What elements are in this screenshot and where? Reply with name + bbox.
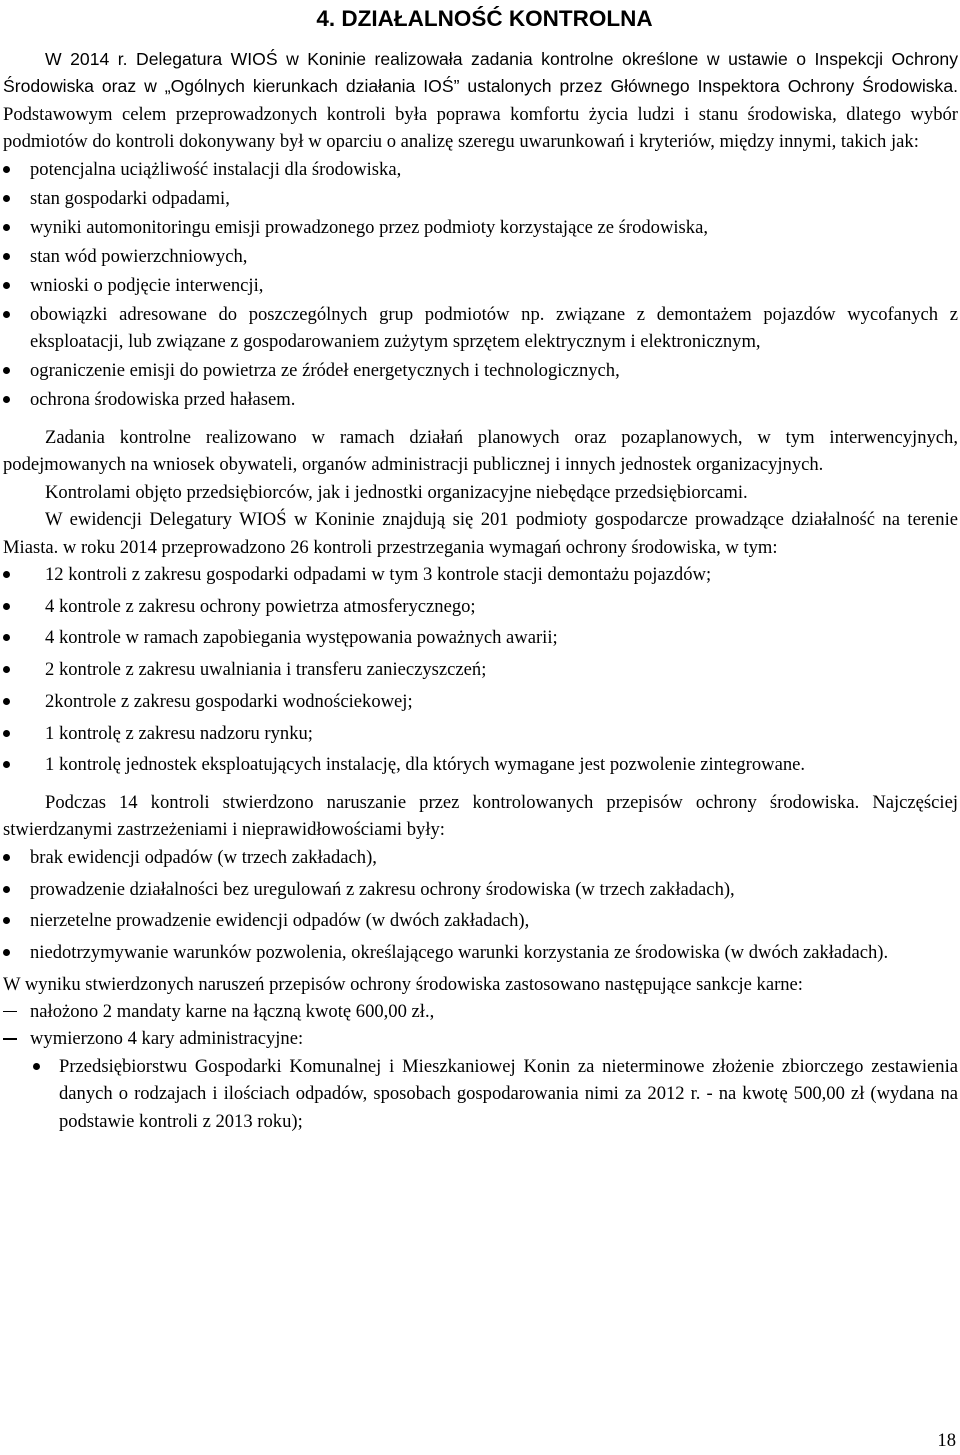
intro-rest: Podstawowym celem przeprowadzonych kontroli była poprawa komfortu życia ludzi i stanu środowiska, dlatego wybór podmiotów do kontroli dokonywany był w oparciu o analizę szeregu uwarunkowań i kryteriów, między innymi, takich jak: (3, 103, 958, 153)
registry-paragraph: W ewidencji Delegatury WIOŚ w Koninie znajdują się 201 podmioty gospodarcze prowadzące działalność na terenie Miasta. w roku 2014 przeprowadzono 26 kontroli przestrzegania wymagań ochrony środowiska, w tym: (3, 509, 958, 558)
bullet-icon (3, 166, 10, 173)
intro-lead: W 2014 r. Delegatura WIOŚ w Koninie realizowała zadania kontrolne określone w ustawie o Inspekcji Ochrony Środowiska oraz w „Ogólnych kierunkach działania IOŚ” ustalonych przez Głównego Inspektora Ochrony Środowiska. (3, 49, 958, 97)
bullet-icon (3, 634, 10, 641)
bullet-icon (3, 666, 10, 673)
bullet-icon (3, 917, 10, 924)
list-item: 1 kontrolę z zakresu nadzoru rynku; (3, 720, 958, 747)
list-item: 2 kontrole z zakresu uwalniania i transferu zanieczyszczeń; (3, 656, 958, 683)
list-item: potencjalna uciążliwość instalacji dla środowiska, (3, 156, 958, 183)
bullet-icon (3, 949, 10, 956)
list-item: 4 kontrole w ramach zapobiegania występowania poważnych awarii; (3, 624, 958, 651)
list-item: stan wód powierzchniowych, (3, 243, 958, 270)
bullet-icon (3, 886, 10, 893)
list-item: 2kontrole z zakresu gospodarki wodnościekowej; (3, 688, 958, 715)
dash-icon (3, 1011, 17, 1012)
list-item: nałożono 2 mandaty karne na łączną kwotę 600,00 zł., (3, 998, 958, 1025)
list-item: Przedsiębiorstwu Gospodarki Komunalnej i Mieszkaniowej Konin za nieterminowe złożenie zbiorczego zestawienia danych o rodzajach i ilościach odpadów, sposobach gospodarowania nimi za 2012 r. - na kwotę 500,00 zł (wydana na podstawie kontroli z 2013 roku); (3, 1053, 958, 1135)
list-item: 4 kontrole z zakresu ochrony powietrza atmosferycznego; (3, 593, 958, 620)
bullet-icon (3, 761, 10, 768)
bullet-icon (3, 311, 10, 318)
scope-paragraph: Kontrolami objęto przedsiębiorców, jak i jednostki organizacyjne niebędące przedsiębiorcami. (45, 481, 748, 503)
bullet-icon (3, 224, 10, 231)
list-item: prowadzenie działalności bez uregulowań z zakresu ochrony środowiska (w trzech zakładach), (3, 876, 958, 903)
controls-list (3, 561, 958, 779)
tasks-paragraph: Zadania kontrolne realizowano w ramach działań planowych oraz pozaplanowych, w tym interwencyjnych, podejmowanych na wniosek obywateli, organów administracji publicznej i innych jednostek organizacyjnych. (3, 427, 958, 476)
bullet-icon (3, 603, 10, 610)
bullet-icon (33, 1063, 40, 1070)
bullet-icon (3, 367, 10, 374)
section-heading: 4. DZIAŁALNOŚĆ KONTROLNA (316, 6, 653, 31)
bullet-icon (3, 571, 10, 578)
list-item: ochrona środowiska przed hałasem. (3, 386, 958, 413)
bullet-icon (3, 253, 10, 260)
list-item: brak ewidencji odpadów (w trzech zakładach), (3, 844, 958, 871)
list-item: ograniczenie emisji do powietrza ze źródeł energetycznych i technologicznych, (3, 357, 958, 384)
list-item: obowiązki adresowane do poszczególnych grup podmiotów np. związane z demontażem pojazdów wycofanych z eksploatacji, lub związane z gospodarowaniem zużytym sprzętem elektrycznym i elektronicznym, (3, 301, 958, 356)
bullet-icon (3, 282, 10, 289)
document-page (3, 0, 958, 1135)
sanctions-intro: W wyniku stwierdzonych naruszeń przepisów ochrony środowiska zastosowano następujące sankcje karne: (3, 973, 803, 995)
penalties-list (3, 1053, 958, 1135)
dash-icon (3, 1038, 17, 1039)
bullet-icon (3, 854, 10, 861)
page-number: 18 (937, 1430, 956, 1451)
list-item: wymierzono 4 kary administracyjne: (3, 1025, 958, 1052)
list-item: wyniki automonitoringu emisji prowadzonego przez podmioty korzystające ze środowiska, (3, 214, 958, 241)
list-item: 1 kontrolę jednostek eksploatujących instalację, dla których wymagane jest pozwolenie zintegrowane. (3, 751, 958, 778)
spacer (3, 415, 958, 424)
bullet-icon (3, 195, 10, 202)
list-item: nierzetelne prowadzenie ewidencji odpadów (w dwóch zakładach), (3, 907, 958, 934)
violations-intro: Podczas 14 kontroli stwierdzono naruszanie przez kontrolowanych przepisów ochrony środowiska. Najczęściej stwierdzanymi zastrzeżeniami i nieprawidłowościami były: (3, 791, 958, 841)
list-item: 12 kontroli z zakresu gospodarki odpadami w tym 3 kontrole stacji demontażu pojazdów; (3, 561, 958, 588)
bullet-icon (3, 730, 10, 737)
list-item: wnioski o podjęcie interwencji, (3, 272, 958, 299)
bullet-icon (3, 698, 10, 705)
criteria-list (3, 156, 958, 414)
list-item: niedotrzymywanie warunków pozwolenia, określającego warunki korzystania ze środowiska (w dwóch zakładach). (3, 939, 958, 966)
bullet-icon (3, 396, 10, 403)
intro-paragraph (3, 46, 958, 156)
violations-list (3, 844, 958, 967)
sanctions-list (3, 998, 958, 1053)
list-item: stan gospodarki odpadami, (3, 185, 958, 212)
